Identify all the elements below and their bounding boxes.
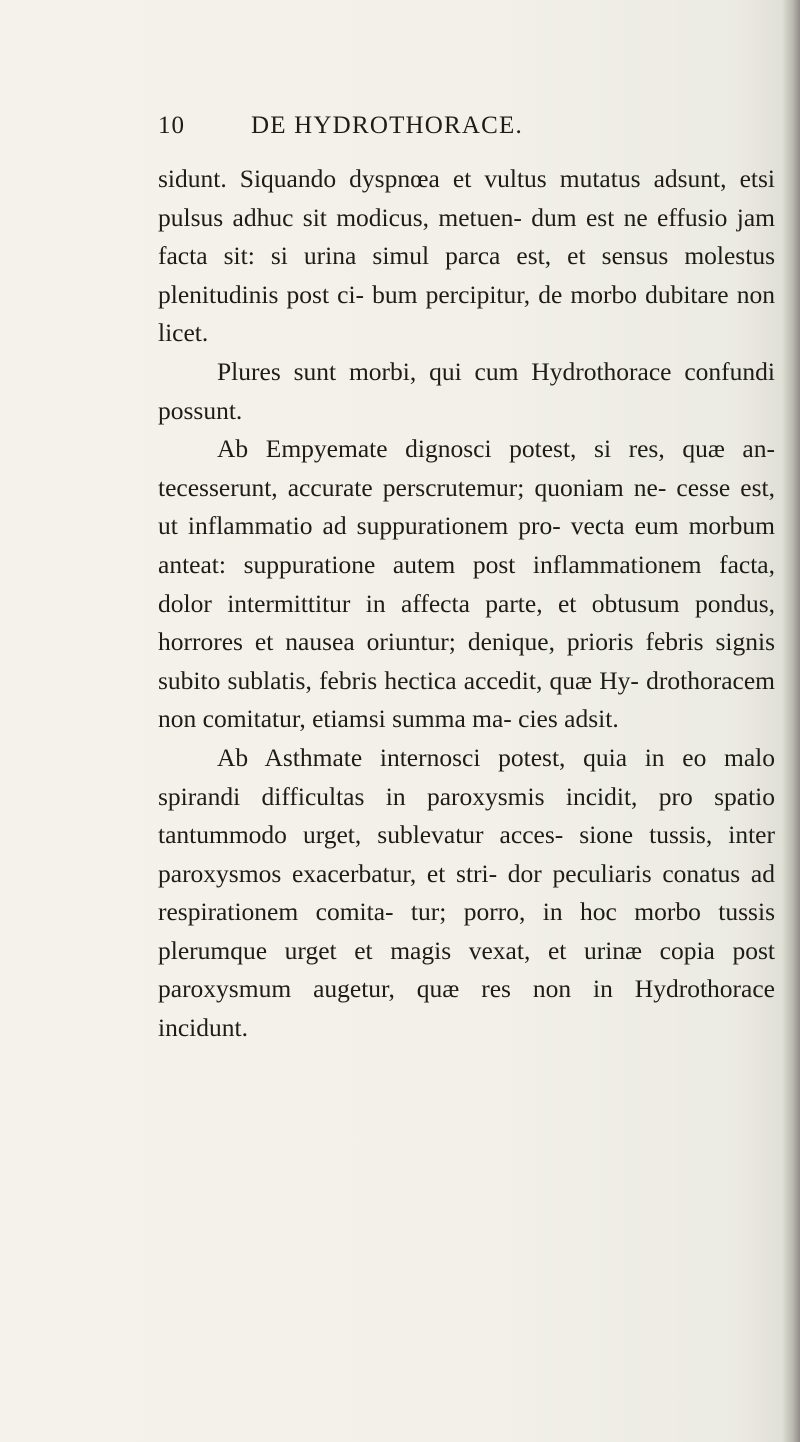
- paragraph-continuation: sidunt. Siquando dyspnœa et vultus mutatus adsunt, etsi pulsus adhuc sit modicus, metuen- dum est ne effusio jam facta sit: si urina simul parca est, et sensus molestus plenitudinis post ci- bum percipitur, de morbo dubitare non licet.: [158, 164, 775, 348]
- paragraph-plures-morbi: Plures sunt morbi, qui cum Hydrothorace confundi possunt.: [158, 356, 775, 425]
- running-head: [0, 112, 800, 146]
- paragraph-empyema: Ab Empyemate dignosci potest, si res, quæ an- tecesserunt, accurate perscrutemur; quoniam ne- cesse est, ut inflammatio ad suppurationem pro- vecta eum morbum anteat: suppuratione autem post inflammationem facta, dolor intermittitur in affecta parte, et obtusum pondus, horrores et nausea oriuntur; denique, prioris febris signis subito sublatis, febris hectica accedit, quæ Hy- drothoracem non comitatur, etiamsi summa ma- cies adsit.: [158, 434, 775, 734]
- body-text: [158, 160, 775, 1048]
- paragraph-asthma: Ab Asthmate internosci potest, quia in eo malo spirandi difficultas in paroxysmis incidit, pro spatio tantummodo urget, sublevatur acces- sione tussis, inter paroxysmos exacerbatur, et stri- dor peculiaris conatus ad respirationem comita- tur; porro, in hoc morbo tussis plerumque urget et magis vexat, et urinæ copia post paroxysmum augetur, quæ res non in Hydrothorace incidunt.: [158, 742, 775, 1043]
- page-number: 10: [158, 112, 185, 139]
- running-title: DE HYDROTHORACE.: [251, 112, 523, 139]
- page-edge-shadow: [782, 0, 800, 1442]
